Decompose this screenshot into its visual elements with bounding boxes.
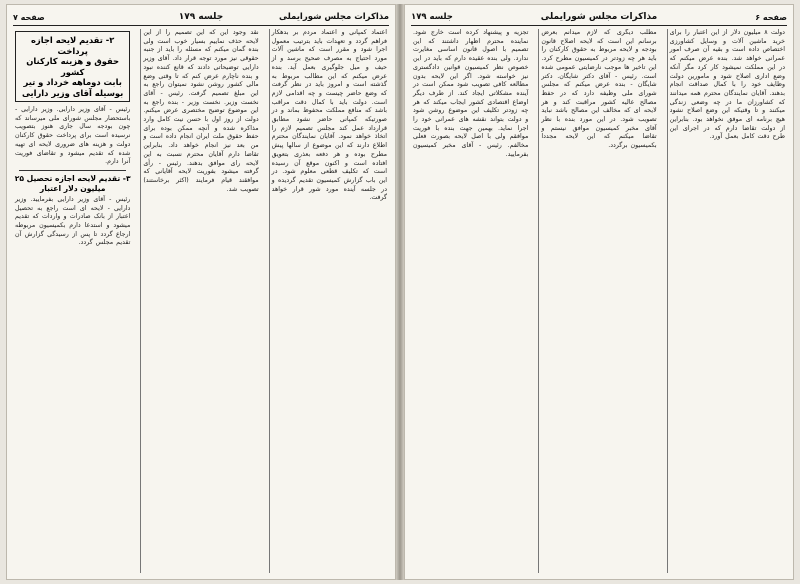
right-header-center: مذاکرات مجلس شورایملی: [540, 12, 658, 22]
headline-line: بابت دوماهه خرداد و تیر: [23, 77, 122, 87]
left-col-left-text-1: رئیس - آقای وزیر دارایی. وزیر دارایی - باستحضار مجلس شورای ملی میرساند که چون بودجه سال جاری هنوز بتصویب نرسیده است برای پرداخت حقوق کارکنان دولت و هزینه های ضروری لایحه ای تهیه شده که تقدیم میشود و تقاضای فوریت آنرا دارم.: [15, 106, 131, 166]
left-col-middle-text: نقد وجود این که این تصمیم را از این لایحه حذف نماییم بسیار خوب است ولی بنده گمان میکنم که مسئله را باید از جنبه حقوقی نیز مورد توجه قرار داد. آقای وزیر دارایی توضیحاتی دادند که قانع کننده نبود و بنده ناچارم عرض کنم که تا وقتی وضع مالی کشور روشن نشود نمیتوان راجع به این مبلغ تصمیم گرفت. رئیس - آقای نخست وزیر. نخست وزیر - بنده راجع به این موضوع توضیح مختصری عرض میکنم. دولت از روز اول با حسن نیت کامل وارد مذاکره شده و آنچه ممکن بوده برای حفظ حقوق ملت ایران انجام داده است و من بعد نیز انجام خواهد داد. بنابراین تقاضا دارم آقایان محترم نسبت به این لایحه رای موافق بدهند. رئیس - رأی گرفته میشود بفوریت لایحه آقایانی که موافقند قیام فرمایند (اکثر برخاستند) تصویب شد.: [143, 29, 259, 193]
headline-line: بوسیله آقای وزیر دارایی: [22, 87, 124, 98]
right-page-columns: [411, 29, 787, 573]
left-page: [6, 4, 396, 580]
headline-line: حقوق و هزینه کارکنان کشور: [26, 56, 120, 77]
left-page-col-left: [13, 29, 132, 573]
right-header-left: جلسه ۱۷۹: [411, 12, 453, 22]
right-page-col-middle: [538, 29, 658, 573]
right-page-header: [411, 9, 787, 26]
right-col-middle-text: مطلب دیگری که لازم میدانم بعرض برسانم این است که لایحه اصلاح قانون بودجه و لایحه مربوط به حقوق کارکنان را باید هر چه زودتر در کمیسیون مطرح کرد. این تاخیر ها موجب نارضایتی عمومی شده است. رئیس - آقای دکتر شایگان. دکتر شایگان - بنده عرض میکنم که مجلس شورای ملی وظیفه دارد که در حفظ مصالح عالیه کشور مراقبت کند و هر لایحه ای که مخالف این مصالح باشد نباید تصویب شود. در این مورد بنده با نظر آقای مخبر کمیسیون موافق نیستم و تقاضا میکنم که این لایحه مجددا بکمیسیون برگردد.: [541, 29, 657, 150]
right-page-col-right: [667, 29, 787, 573]
right-header-right: صفحه ۶: [755, 12, 787, 22]
right-col-right-text: دولت ۸ میلیون دلار از این اعتبار را برای خرید ماشین آلات و وسایل کشاورزی اختصاص داده است و بقیه آن صرف امور عمرانی خواهد شد. بنده عرض میکنم که در این مملکت نمیشود کار کرد مگر آنکه وضع اداری اصلاح شود و مامورین دولت وظایف خود را با کمال صداقت انجام بدهند. آقایان نمایندگان محترم همه میدانند که کشاورزان ما در چه وضعی زندگی میکنند و تا وقتیکه این وضع اصلاح نشود هیچ برنامه ای موفق نخواهد بود. بنابراین از دولت تقاضا دارم که در اجرای این طرح دقت کامل بعمل آورد.: [669, 29, 785, 141]
left-page-col-middle: [140, 29, 260, 573]
left-header-right: مذاکرات مجلس شورایملی: [278, 12, 389, 22]
left-page-columns: [13, 29, 389, 573]
section-subheading: ۳- تقدیم لایحه اجازه تحصیل ۲۵ میلیون دلار اعتبار: [14, 173, 131, 193]
headline-line: ۲- تقدیم لایحه اجازه پرداخت: [30, 35, 115, 56]
left-header-left: صفحه ۷: [13, 12, 45, 22]
book-gutter: [396, 4, 404, 580]
left-page-header: [13, 9, 389, 26]
right-page-col-left: [411, 29, 530, 573]
left-col-right-text: اعتماد کمپانی و اعتماد مردم بر بدهکار فراهم گردد و تعهدات باید بترتیب معمول اجرا شود و مقرر است که ماشین آلات مورد احتیاج به مصرف صحیح برسد و از حیف و میل جلوگیری بعمل آید. بنده عرض میکنم که این مطالب مربوط به گذشته است و امروز باید در نظر گرفت که وضع حاضر چیست و چه اقدامی لازم است. دولت باید با کمال دقت مراقب باشد که منافع مملکت محفوظ بماند و در صورتیکه کمپانی حاضر نشود مطابق قرارداد عمل کند مجلس تصمیم لازم را اتخاذ خواهد نمود. آقایان نمایندگان محترم اطلاع دارند که این موضوع از سالها پیش مطرح بوده و هر دفعه بعذری بتعویق افتاده است و اکنون موقع آن رسیده است که تکلیف قطعی معلوم شود. در این باب گزارش کمیسیون تقدیم گردیده و در جلسه آینده مورد شور قرار خواهد گرفت.: [271, 29, 387, 202]
left-header-center: جلسه ۱۷۹: [178, 12, 224, 22]
headline-box: [15, 31, 130, 102]
right-page: [404, 4, 794, 580]
left-col-left-text-2: رئیس - آقای وزیر دارایی بفرمایید. وزیر دارایی - لایحه ای است راجع به تحصیل اعتبار از بانک صادرات و واردات که تقدیم میشود و استدعا دارم بکمیسیون مربوطه ارجاع گردد تا پس از رسیدگی گزارش آن تقدیم مجلس گردد.: [15, 195, 131, 247]
section-divider: [19, 170, 126, 171]
left-page-col-right: [269, 29, 389, 573]
right-col-left-text: تجزیه و پیشنهاد کرده است خارج شود. نماینده محترم اظهار داشتند که این تصمیم با اصول قانون اساسی مغایرت ندارد. ولی بنده عقیده دارم که باید در این خصوص نظر کمیسیون قوانین دادگستری نیز خواسته شود. اگر این لایحه بدون مطالعه کافی تصویب شود ممکن است در آینده مشکلاتی ایجاد کند. از طرف دیگر اوضاع اقتصادی کشور ایجاب میکند که هر چه زودتر تکلیف این موضوع روشن شود و دولت بتواند نقشه های عمرانی خود را اجرا نماید. بهمین جهت بنده با فوریت موافقم ولی با اصل لایحه بصورت فعلی مخالفم. رئیس - آقای مخبر کمیسیون بفرمایید.: [413, 29, 529, 158]
